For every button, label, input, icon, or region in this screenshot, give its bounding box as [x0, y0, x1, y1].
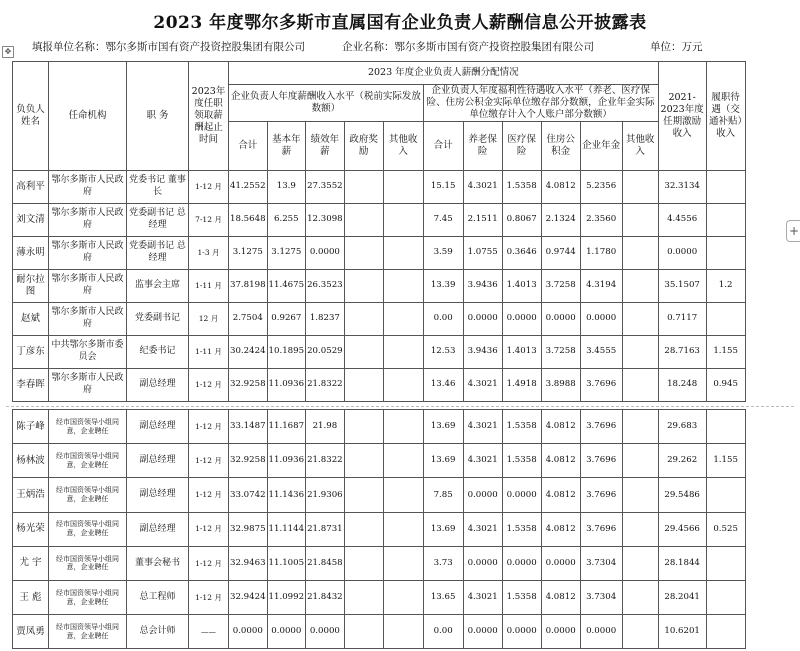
- cell-base: 11.0936: [267, 368, 306, 401]
- cell-medical: 1.5358: [502, 512, 541, 546]
- cell-post: 党委书记 董事长: [127, 170, 189, 203]
- cell-w-total: 13.39: [423, 269, 463, 302]
- cell-org: 鄂尔多斯市人民政府: [49, 170, 127, 203]
- cell-post: 总工程师: [127, 580, 189, 614]
- cell-w-total: 13.46: [423, 368, 463, 401]
- cell-annuity: 0.0000: [580, 302, 622, 335]
- cell-w-other: [622, 580, 658, 614]
- cell-housing: 0.0000: [541, 546, 580, 580]
- table-row: [13, 546, 746, 580]
- cell-name: 高利平: [13, 170, 49, 203]
- cell-total: 2.7504: [229, 302, 268, 335]
- cell-housing: 2.1324: [541, 203, 580, 236]
- cell-duty: 1.2: [706, 269, 745, 302]
- cell-pension: 0.0000: [463, 478, 502, 512]
- cell-pension: 4.3021: [463, 580, 502, 614]
- cell-pension: 3.9436: [463, 335, 502, 368]
- cell-housing: 4.0812: [541, 512, 580, 546]
- cell-tenure: 35.1507: [658, 269, 706, 302]
- cell-gov: [344, 580, 383, 614]
- cell-tenure: 0.7117: [658, 302, 706, 335]
- cell-w-total: 15.15: [423, 170, 463, 203]
- cell-w-other: [622, 302, 658, 335]
- cell-base: 10.1895: [267, 335, 306, 368]
- cell-w-total: 13.69: [423, 512, 463, 546]
- cell-period: 1-12 月: [189, 410, 229, 444]
- cell-w-total: 13.69: [423, 410, 463, 444]
- cell-base: 11.1436: [267, 478, 306, 512]
- cell-w-other: [622, 615, 658, 649]
- cell-tenure: 0.0000: [658, 236, 706, 269]
- cell-total: 37.8198: [229, 269, 268, 302]
- cell-org: 经市国资领导小组同意，企业聘任: [49, 580, 127, 614]
- cell-base: 11.1005: [267, 546, 306, 580]
- cell-name: 王 彪: [13, 580, 49, 614]
- cell-perf: 20.0529: [306, 335, 345, 368]
- cell-post: 党委副书记: [127, 302, 189, 335]
- cell-org: 鄂尔多斯市人民政府: [49, 368, 127, 401]
- cell-annuity: 3.7696: [580, 478, 622, 512]
- cell-name: 杨光荣: [13, 512, 49, 546]
- cell-annuity: 3.4555: [580, 335, 622, 368]
- cell-base: 3.1275: [267, 236, 306, 269]
- cell-base: 11.0992: [267, 580, 306, 614]
- cell-other: [383, 615, 423, 649]
- cell-other: [383, 269, 423, 302]
- distribution-header: 2023 年度企业负责人薪酬分配情况: [229, 62, 659, 85]
- col-total-header: 合计: [229, 121, 268, 170]
- cell-gov: [344, 302, 383, 335]
- cell-housing: 0.0000: [541, 615, 580, 649]
- cell-duty: 0.945: [706, 368, 745, 401]
- cell-medical: 1.5358: [502, 410, 541, 444]
- cell-post: 副总经理: [127, 512, 189, 546]
- cell-other: [383, 478, 423, 512]
- cell-perf: 21.8731: [306, 512, 345, 546]
- cell-w-other: [622, 203, 658, 236]
- cell-medical: 1.5358: [502, 170, 541, 203]
- cell-pension: 4.3021: [463, 512, 502, 546]
- cell-gov: [344, 410, 383, 444]
- cell-post: 党委副书记 总经理: [127, 203, 189, 236]
- cell-other: [383, 580, 423, 614]
- table-row: [13, 269, 746, 302]
- cell-other: [383, 546, 423, 580]
- col-gov-header: 政府奖励: [344, 121, 383, 170]
- cell-pension: 4.3021: [463, 410, 502, 444]
- cell-gov: [344, 368, 383, 401]
- cell-tenure: 29.4566: [658, 512, 706, 546]
- cell-gov: [344, 546, 383, 580]
- cell-medical: 0.3646: [502, 236, 541, 269]
- cell-name: 赵斌: [13, 302, 49, 335]
- cell-total: 32.9463: [229, 546, 268, 580]
- table-row: [13, 203, 746, 236]
- cell-post: 副总经理: [127, 368, 189, 401]
- cell-total: 0.0000: [229, 615, 268, 649]
- cell-name: 尤 宇: [13, 546, 49, 580]
- cell-org: 鄂尔多斯市人民政府: [49, 302, 127, 335]
- cell-post: 副总经理: [127, 410, 189, 444]
- table-row: [13, 444, 746, 478]
- cell-period: 1-12 月: [189, 444, 229, 478]
- table-move-handle-icon[interactable]: ✥: [2, 46, 14, 58]
- page-title: 2023 年度鄂尔多斯市直属国有企业负责人薪酬信息公开披露表: [153, 13, 647, 33]
- cell-duty: 1.155: [706, 335, 745, 368]
- cell-other: [383, 236, 423, 269]
- cell-duty: [706, 203, 745, 236]
- cell-pension: 0.0000: [463, 546, 502, 580]
- cell-tenure: 28.2041: [658, 580, 706, 614]
- cell-name: 贾凤勇: [13, 615, 49, 649]
- cell-perf: 21.9306: [306, 478, 345, 512]
- cell-total: 33.0742: [229, 478, 268, 512]
- cell-w-other: [622, 269, 658, 302]
- cell-period: 1-12 月: [189, 478, 229, 512]
- cell-name: 李春晖: [13, 368, 49, 401]
- cell-total: 30.2424: [229, 335, 268, 368]
- cell-w-other: [622, 236, 658, 269]
- col-w-other-header: 其他收入: [622, 121, 658, 170]
- cell-annuity: 1.1780: [580, 236, 622, 269]
- cell-post: 纪委书记: [127, 335, 189, 368]
- cell-pension: 3.9436: [463, 269, 502, 302]
- cell-pension: 0.0000: [463, 302, 502, 335]
- cell-housing: 4.0812: [541, 580, 580, 614]
- cell-pension: 2.1511: [463, 203, 502, 236]
- salary-group-header: 企业负责人年度薪酬收入水平（税前实际发放数额）: [229, 85, 424, 122]
- cell-housing: 4.0812: [541, 478, 580, 512]
- cell-w-total: 0.00: [423, 302, 463, 335]
- company-name: 企业名称：鄂尔多斯市国有资产投资控股集团有限公司: [342, 41, 594, 53]
- cell-medical: 1.4013: [502, 335, 541, 368]
- cell-pension: 0.0000: [463, 615, 502, 649]
- page-break-line: [6, 406, 794, 407]
- cell-perf: 0.0000: [306, 236, 345, 269]
- cell-w-total: 7.45: [423, 203, 463, 236]
- cell-pension: 4.3021: [463, 368, 502, 401]
- cell-org: 鄂尔多斯市人民政府: [49, 236, 127, 269]
- cell-duty: [706, 546, 745, 580]
- cell-period: 1-11 月: [189, 335, 229, 368]
- cell-other: [383, 410, 423, 444]
- expand-panel-icon[interactable]: +: [786, 220, 800, 242]
- cell-total: 32.9424: [229, 580, 268, 614]
- cell-org: 经市国资领导小组同意，企业聘任: [49, 410, 127, 444]
- table-row: [13, 615, 746, 649]
- cell-tenure: 18.248: [658, 368, 706, 401]
- cell-housing: 3.8988: [541, 368, 580, 401]
- col-w-total-header: 合计: [423, 121, 463, 170]
- table-row: [13, 302, 746, 335]
- cell-tenure: 4.4556: [658, 203, 706, 236]
- cell-housing: 0.0000: [541, 302, 580, 335]
- cell-post: 总会计师: [127, 615, 189, 649]
- cell-gov: [344, 444, 383, 478]
- cell-w-other: [622, 170, 658, 203]
- cell-period: 1-12 月: [189, 546, 229, 580]
- cell-duty: [706, 302, 745, 335]
- cell-period: 12 月: [189, 302, 229, 335]
- cell-gov: [344, 615, 383, 649]
- currency-unit: 单位：万元: [650, 41, 703, 53]
- cell-org: 经市国资领导小组同意，企业聘任: [49, 546, 127, 580]
- cell-w-total: 3.73: [423, 546, 463, 580]
- cell-housing: 0.9744: [541, 236, 580, 269]
- col-org-header: 任命机构: [49, 62, 127, 171]
- cell-w-total: 13.65: [423, 580, 463, 614]
- cell-pension: 1.0755: [463, 236, 502, 269]
- cell-org: 经市国资领导小组同意，企业聘任: [49, 478, 127, 512]
- cell-medical: 1.4013: [502, 269, 541, 302]
- cell-perf: 21.8322: [306, 444, 345, 478]
- cell-w-other: [622, 335, 658, 368]
- cell-other: [383, 203, 423, 236]
- cell-annuity: 3.7696: [580, 368, 622, 401]
- table-row: [13, 512, 746, 546]
- cell-base: 13.9: [267, 170, 306, 203]
- cell-period: 1-3 月: [189, 236, 229, 269]
- cell-name: 薄永明: [13, 236, 49, 269]
- cell-tenure: 29.683: [658, 410, 706, 444]
- col-post-header: 职 务: [127, 62, 189, 171]
- cell-w-total: 3.59: [423, 236, 463, 269]
- salary-table-page-1: [12, 61, 746, 402]
- cell-name: 陈子峰: [13, 410, 49, 444]
- cell-gov: [344, 478, 383, 512]
- cell-annuity: 5.2356: [580, 170, 622, 203]
- cell-org: 经市国资领导小组同意，企业聘任: [49, 512, 127, 546]
- cell-name: 耐尔拉图: [13, 269, 49, 302]
- cell-perf: 21.8458: [306, 546, 345, 580]
- cell-w-other: [622, 444, 658, 478]
- cell-medical: 0.0000: [502, 302, 541, 335]
- cell-annuity: 2.3560: [580, 203, 622, 236]
- cell-other: [383, 444, 423, 478]
- cell-w-total: 13.69: [423, 444, 463, 478]
- cell-duty: 0.525: [706, 512, 745, 546]
- cell-gov: [344, 335, 383, 368]
- cell-period: 1-11 月: [189, 269, 229, 302]
- col-other-header: 其他收入: [383, 121, 423, 170]
- cell-other: [383, 512, 423, 546]
- col-medical-header: 医疗保险: [502, 121, 541, 170]
- cell-annuity: 3.7696: [580, 512, 622, 546]
- cell-duty: [706, 580, 745, 614]
- cell-medical: 1.4918: [502, 368, 541, 401]
- cell-name: 杨林波: [13, 444, 49, 478]
- cell-base: 11.1144: [267, 512, 306, 546]
- col-base-header: 基本年薪: [267, 121, 306, 170]
- cell-gov: [344, 170, 383, 203]
- cell-perf: 27.3552: [306, 170, 345, 203]
- cell-duty: [706, 478, 745, 512]
- cell-post: 党委副书记 总经理: [127, 236, 189, 269]
- filler-unit: 填报单位名称：鄂尔多斯市国有资产投资控股集团有限公司: [32, 41, 305, 53]
- salary-table-page-2: [12, 409, 746, 649]
- cell-org: 经市国资领导小组同意，企业聘任: [49, 615, 127, 649]
- cell-duty: [706, 410, 745, 444]
- cell-other: [383, 170, 423, 203]
- cell-total: 18.5648: [229, 203, 268, 236]
- cell-w-other: [622, 512, 658, 546]
- col-tenure-header: 2021-2023年度任期激励收入: [658, 62, 706, 171]
- cell-gov: [344, 203, 383, 236]
- cell-perf: 0.0000: [306, 615, 345, 649]
- cell-annuity: 3.7304: [580, 546, 622, 580]
- cell-name: 王炳浩: [13, 478, 49, 512]
- cell-perf: 1.8237: [306, 302, 345, 335]
- cell-duty: 1.155: [706, 444, 745, 478]
- cell-period: 1-12 月: [189, 580, 229, 614]
- cell-period: 1-12 月: [189, 512, 229, 546]
- cell-org: 鄂尔多斯市人民政府: [49, 269, 127, 302]
- cell-medical: 0.0000: [502, 546, 541, 580]
- cell-perf: 21.8322: [306, 368, 345, 401]
- cell-annuity: 3.7696: [580, 444, 622, 478]
- cell-base: 0.9267: [267, 302, 306, 335]
- cell-other: [383, 368, 423, 401]
- cell-post: 监事会主席: [127, 269, 189, 302]
- cell-total: 41.2552: [229, 170, 268, 203]
- cell-tenure: 10.6201: [658, 615, 706, 649]
- cell-period: 1-12 月: [189, 368, 229, 401]
- col-period-header: 2023年度任职领取薪酬起止时间: [189, 62, 229, 171]
- welfare-group-header: 企业负责人年度福利性待遇收入水平（养老、医疗保险、住房公积金实际单位缴存部分数额，企业年金实际单位缴存计入个人账户部分数额）: [423, 85, 658, 122]
- cell-org: 鄂尔多斯市人民政府: [49, 203, 127, 236]
- col-housing-header: 住房公积金: [541, 121, 580, 170]
- cell-tenure: 28.1844: [658, 546, 706, 580]
- cell-w-other: [622, 546, 658, 580]
- cell-annuity: 4.3194: [580, 269, 622, 302]
- cell-total: 33.1487: [229, 410, 268, 444]
- table-row: [13, 368, 746, 401]
- cell-annuity: 0.0000: [580, 615, 622, 649]
- col-duty-header: 履职待遇（交通补贴）收入: [706, 62, 745, 171]
- cell-gov: [344, 236, 383, 269]
- cell-gov: [344, 512, 383, 546]
- cell-period: 7-12 月: [189, 203, 229, 236]
- cell-w-total: 0.00: [423, 615, 463, 649]
- cell-base: 0.0000: [267, 615, 306, 649]
- cell-name: 刘文清: [13, 203, 49, 236]
- cell-housing: 3.7258: [541, 269, 580, 302]
- cell-base: 11.1687: [267, 410, 306, 444]
- cell-gov: [344, 269, 383, 302]
- cell-other: [383, 335, 423, 368]
- cell-base: 6.255: [267, 203, 306, 236]
- cell-tenure: 29.5486: [658, 478, 706, 512]
- cell-medical: 0.0000: [502, 478, 541, 512]
- cell-perf: 21.8432: [306, 580, 345, 614]
- table-row: [13, 478, 746, 512]
- table-row: [13, 236, 746, 269]
- cell-total: 3.1275: [229, 236, 268, 269]
- table-row: [13, 170, 746, 203]
- cell-medical: 0.8067: [502, 203, 541, 236]
- col-name-header: 负负人姓名: [13, 62, 49, 171]
- cell-post: 副总经理: [127, 478, 189, 512]
- table-row: [13, 335, 746, 368]
- cell-post: 董事会秘书: [127, 546, 189, 580]
- cell-w-other: [622, 478, 658, 512]
- cell-perf: 12.3098: [306, 203, 345, 236]
- cell-medical: 0.0000: [502, 615, 541, 649]
- cell-annuity: 3.7304: [580, 580, 622, 614]
- cell-tenure: 29.262: [658, 444, 706, 478]
- cell-pension: 4.3021: [463, 170, 502, 203]
- cell-base: 11.4675: [267, 269, 306, 302]
- cell-annuity: 3.7696: [580, 410, 622, 444]
- table-row: [13, 580, 746, 614]
- col-annuity-header: 企业年金: [580, 121, 622, 170]
- cell-total: 32.9258: [229, 368, 268, 401]
- cell-housing: 3.7258: [541, 335, 580, 368]
- col-pension-header: 养老保险: [463, 121, 502, 170]
- cell-base: 11.0936: [267, 444, 306, 478]
- cell-medical: 1.5358: [502, 580, 541, 614]
- cell-tenure: 32.3134: [658, 170, 706, 203]
- cell-housing: 4.0812: [541, 444, 580, 478]
- cell-duty: [706, 170, 745, 203]
- cell-name: 丁彦东: [13, 335, 49, 368]
- cell-total: 32.9875: [229, 512, 268, 546]
- cell-w-total: 7.85: [423, 478, 463, 512]
- cell-period: 1-12 月: [189, 170, 229, 203]
- cell-other: [383, 302, 423, 335]
- col-perf-header: 绩效年薪: [306, 121, 345, 170]
- cell-pension: 4.3021: [463, 444, 502, 478]
- cell-duty: [706, 236, 745, 269]
- cell-org: 中共鄂尔多斯市委员会: [49, 335, 127, 368]
- cell-total: 32.9258: [229, 444, 268, 478]
- cell-period: ——: [189, 615, 229, 649]
- cell-w-total: 12.53: [423, 335, 463, 368]
- cell-post: 副总经理: [127, 444, 189, 478]
- cell-housing: 4.0812: [541, 410, 580, 444]
- cell-w-other: [622, 410, 658, 444]
- cell-w-other: [622, 368, 658, 401]
- cell-perf: 21.98: [306, 410, 345, 444]
- cell-medical: 1.5358: [502, 444, 541, 478]
- cell-housing: 4.0812: [541, 170, 580, 203]
- table-row: [13, 410, 746, 444]
- cell-duty: [706, 615, 745, 649]
- cell-tenure: 28.7163: [658, 335, 706, 368]
- cell-perf: 26.3523: [306, 269, 345, 302]
- cell-org: 经市国资领导小组同意，企业聘任: [49, 444, 127, 478]
